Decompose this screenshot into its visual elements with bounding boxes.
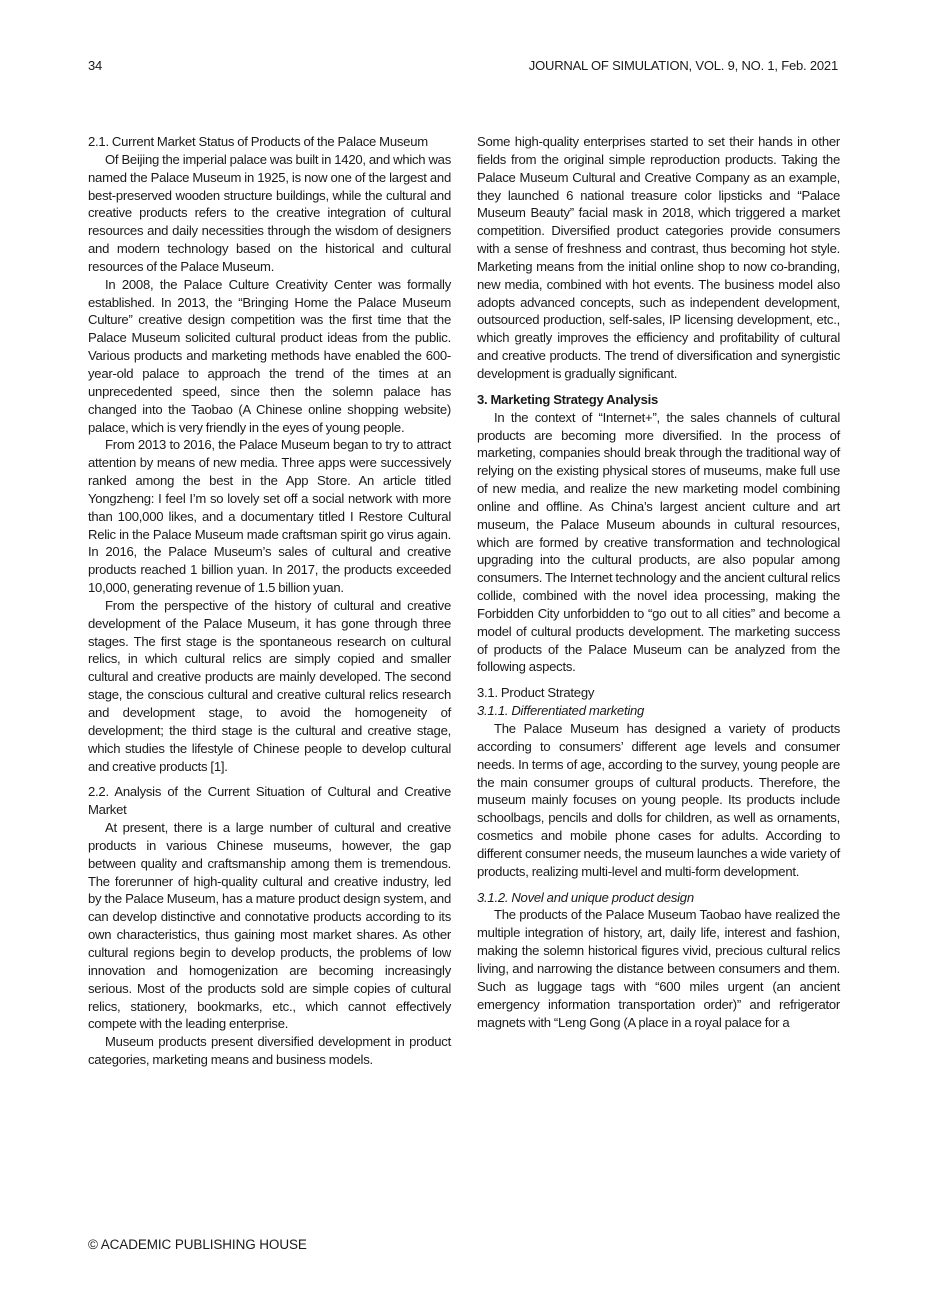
publisher-footer: © ACADEMIC PUBLISHING HOUSE	[88, 1237, 307, 1252]
paragraph: From 2013 to 2016, the Palace Museum began to try to attract attention by means of new media. Three apps were successively ranked among the best in the App Store. An article titled Yongzheng: I feel I’m so lovely set off a social network with more than 100,000 likes, and a documentary titled I Restore Cultural Relic in the Palace Museum made craftsman spirit go virus again. In 2016, the Palace Museum’s sales of cultural and creative products reached 1 billion yuan. In 2017, the products exceeded 10,000, generating revenue of 1.5 billion yuan.	[88, 437, 451, 596]
right-column	[477, 133, 840, 1031]
section-heading-3-1-1: 3.1.1. Differentiated marketing	[477, 703, 645, 719]
section-heading-3-1-2: 3.1.2. Novel and unique product design	[477, 889, 694, 905]
paragraph: At present, there is a large number of cultural and creative products in various Chinese museums, however, the gap between quality and craftsmanship among them is tremendous. The forerunner of high-quality cultural and creative industry, led by the Palace Museum, has a mature product design system, and can develop distinctive and connotative products according to its own characteristics, thus gaining most market shares. As other cultural regions begin to develop products, the problems of low innovation and homogenization are becoming increasingly serious. Most of the products sold are simple copies of cultural relics, stationery, bookmarks, etc., which cannot effectively compete with the leading enterprise.	[88, 820, 451, 1032]
paragraph: Some high-quality enterprises started to set their hands in other fields from the original simple reproduction products. Taking the Palace Museum Cultural and Creative Company as an example, they launched 6 national treasure color lipsticks and “Palace Museum Beauty” facial mask in 2018, which triggered a market competition. Diversified product categories provide consumers with a sense of freshness and contrast, thus becoming hot style. Marketing means from the initial online shop to now co-branding, new media, combined with hot events. The business model also adopts advanced concepts, such as independent development, outsourced production, self-sales, IP licensing development, etc., which greatly improves the efficiency and profitability of cultural and creative products. The trend of diversification and synergistic development is gradually significant.	[477, 134, 840, 381]
journal-header: JOURNAL OF SIMULATION, VOL. 9, NO. 1, Feb. 2021	[528, 58, 838, 73]
section-heading-3-1: 3.1. Product Strategy	[477, 685, 595, 701]
paragraph: The products of the Palace Museum Taobao have realized the multiple integration of history, art, daily life, interest and fashion, making the solemn historical figures vivid, precious cultural relics living, and narrowing the distance between consumers and them. Such as luggage tags with “600 miles urgent (an ancient emergency information transportation order)” and refrigerator magnets with “Leng Gong (A place in a royal palace for a	[477, 907, 840, 1030]
paragraph: In the context of “Internet+”, the sales channels of cultural products are becoming more diversified. In the process of marketing, companies should break through the traditional way of relying on the existing physical stores of museums, make full use of new media, and realize the new marketing model combining online and offline. As China’s largest ancient culture and art museum, the Palace Museum abounds in cultural resources, which are formed by creative transformation and technological upgrading into the cultural products, are also popular among consumers. The Internet technology and the ancient cultural relics collide, combined with the novel idea processing, making the Forbidden City unforbidden to “go out to all cities” and become a model of cultural products development. The marketing success of products of the Palace Museum can be analyzed from the following aspects.	[477, 409, 840, 675]
paragraph: In 2008, the Palace Culture Creativity Center was formally established. In 2013, the “Bringing Home the Palace Museum Culture” creative design competition was the first time that the Palace Museum solicited cultural product ideas from the public. Various products and marketing methods have enabled the 600-year-old palace to approach the trend of the times at an unprecedented speed, since then the solemn palace has changed into the Taobao (A Chinese online shopping website) palace, which is very friendly in the eyes of young people.	[88, 276, 451, 435]
left-column	[88, 133, 451, 1069]
section-heading-3: 3. Marketing Strategy Analysis	[477, 391, 659, 407]
paragraph: From the perspective of the history of cultural and creative development of the Palace Museum, it has gone through three stages. The first stage is the spontaneous research on cultural relics, in which cultural relics are simply copied and smaller cultural and creative products are mainly developed. The second stage, the conscious cultural and creative cultural relics research and development stage, to avoid the homogeneity of development; the third stage is the cultural and creative stage, which studies the lifestyle of Chinese people to develop cultural and creative products [1].	[88, 597, 451, 774]
section-heading-2-2: 2.2. Analysis of the Current Situation of Cultural and Creative Market	[88, 784, 451, 818]
paragraph: Museum products present diversified development in product categories, marketing means and business models.	[88, 1034, 451, 1068]
paragraph: Of Beijing the imperial palace was built in 1420, and which was named the Palace Museum in 1925, is now one of the largest and best-preserved wooden structure buildings, while the cultural and creative products refers to the creative integration of cultural resources and daily necessities through the wisdom of designers and modern technology based on the historical and cultural resources of the Palace Museum.	[88, 151, 451, 274]
paragraph: The Palace Museum has designed a variety of products according to consumers’ different age levels and consumer needs. In terms of age, according to the survey, young people are the main consumer groups of cultural products. Therefore, the museum mainly focuses on young people. Its products include schoolbags, pencils and dolls for children, as well as ornaments, cosmetics and mobile phone cases for adults. According to different consumer needs, the museum launches a wide variety of products, realizing multi-level and multi-form development.	[477, 721, 840, 879]
page-number: 34	[88, 58, 103, 73]
section-heading-2-1: 2.1. Current Market Status of Products of the Palace Museum	[88, 134, 428, 149]
